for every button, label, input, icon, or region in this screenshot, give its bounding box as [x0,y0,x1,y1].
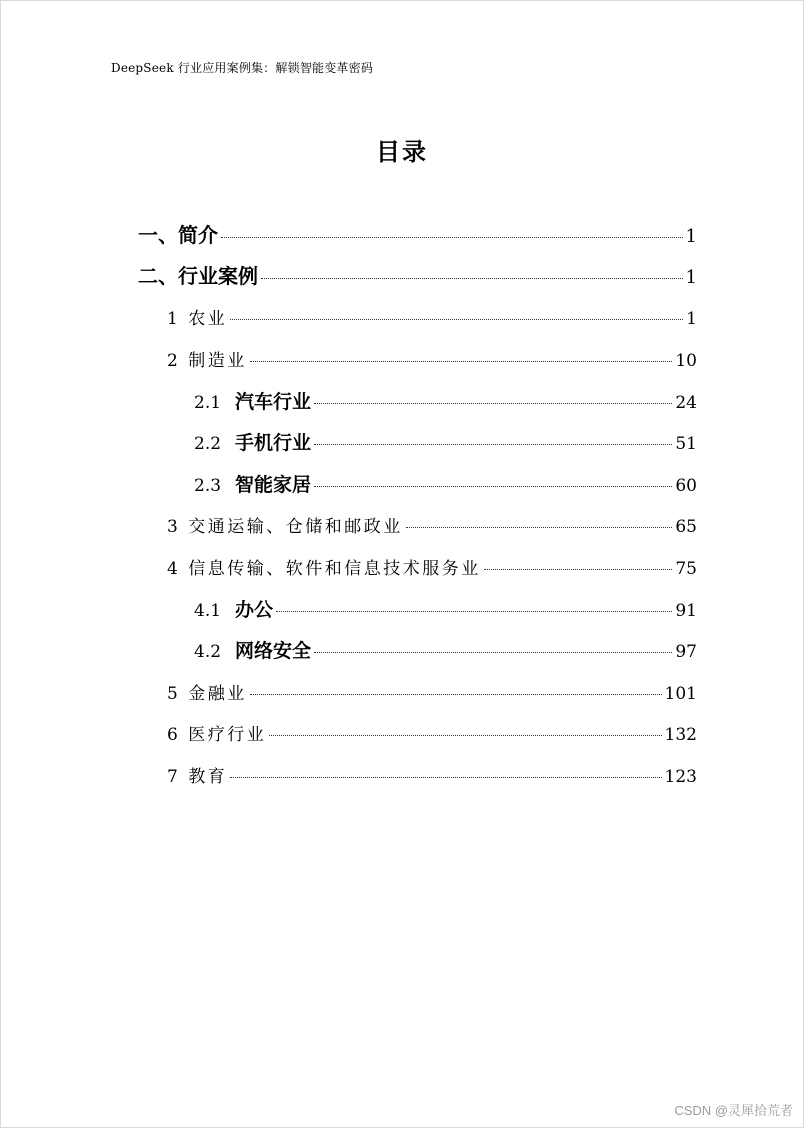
toc-entry-automotive[interactable] [194,387,697,414]
toc-leader-dots [269,735,661,736]
toc-page-number: 10 [675,351,697,371]
toc-entry-label: 5 金融业 [167,684,247,704]
toc-entry-label-group [194,428,311,455]
toc-leader-dots [314,444,672,445]
toc-entry-smart-home[interactable] [194,470,697,497]
toc-leader-dots [230,777,661,778]
toc-entry-label: 二、行业案例 [138,264,258,288]
toc-leader-dots [230,319,683,320]
toc-entry-industry-cases[interactable] [138,260,697,289]
toc-page-number: 1 [685,226,697,247]
toc-entry-label: 3 交通运输、仓储和邮政业 [167,517,403,537]
toc-entry-number: 4.1 [194,601,222,621]
toc-entry-manufacturing[interactable] [167,346,697,371]
toc-entry-medical[interactable] [167,720,697,745]
toc-entry-label: 1 农业 [167,309,228,329]
toc-entry-number: 4.2 [194,642,222,662]
toc-entry-label: 6 医疗行业 [167,725,267,745]
toc-page-number: 97 [675,642,697,662]
toc-entry-label-group [194,387,311,414]
toc-entry-label: 网络安全 [235,640,312,662]
toc-leader-dots [484,569,673,570]
toc-entry-label: 办公 [235,599,274,621]
toc-page-number: 91 [675,601,697,621]
toc-entry-agriculture[interactable] [167,304,697,329]
toc-page-number: 101 [664,684,697,704]
toc-entry-network-security[interactable] [194,636,697,663]
toc-page-number: 65 [675,517,697,537]
toc-page-number: 75 [675,559,697,579]
toc-leader-dots [250,361,673,362]
csdn-watermark: CSDN @灵犀拾荒者 [674,1103,793,1118]
toc-leader-dots [406,527,673,528]
page-title: 目录 [376,137,428,166]
toc-entry-finance[interactable] [167,679,697,704]
toc-entry-label: 智能家居 [235,474,312,496]
toc-entry-label-group [194,636,311,663]
toc-leader-dots [314,403,672,404]
toc-page-number: 60 [675,476,697,496]
toc-leader-dots [250,694,662,695]
running-header: DeepSeek 行业应用案例集：解锁智能变革密码 [111,61,374,75]
toc-entry-information-tech[interactable] [167,554,697,579]
toc-entry-mobile-phones[interactable] [194,428,697,455]
toc-leader-dots [314,652,672,653]
toc-entry-transport[interactable] [167,512,697,537]
toc-page-number: 1 [686,309,697,329]
toc-entry-label-group [194,595,273,622]
toc-page-number: 132 [664,725,697,745]
toc-page-number: 51 [675,434,697,454]
toc-entry-intro[interactable] [138,219,697,248]
toc-leader-dots [276,611,672,612]
toc-entry-office[interactable] [194,595,697,622]
toc-leader-dots [261,278,683,279]
toc-entry-label: 7 教育 [167,767,228,787]
toc-page-number: 1 [685,267,697,288]
toc-page-number: 24 [675,393,697,413]
toc-entry-education[interactable] [167,762,697,787]
toc-entry-label: 汽车行业 [235,391,312,413]
toc-entry-label: 4 信息传输、软件和信息技术服务业 [167,559,481,579]
toc-entry-number: 2.1 [194,393,222,413]
toc-entry-number: 2.2 [194,434,222,454]
toc-page-number: 123 [664,767,697,787]
toc-entry-label: 手机行业 [235,432,312,454]
toc-leader-dots [221,237,683,238]
toc-entry-number: 2.3 [194,476,222,496]
toc-entry-label-group [194,470,311,497]
toc-leader-dots [314,486,672,487]
toc-entry-label: 2 制造业 [167,351,247,371]
toc-entry-label: 一、简介 [138,223,218,247]
